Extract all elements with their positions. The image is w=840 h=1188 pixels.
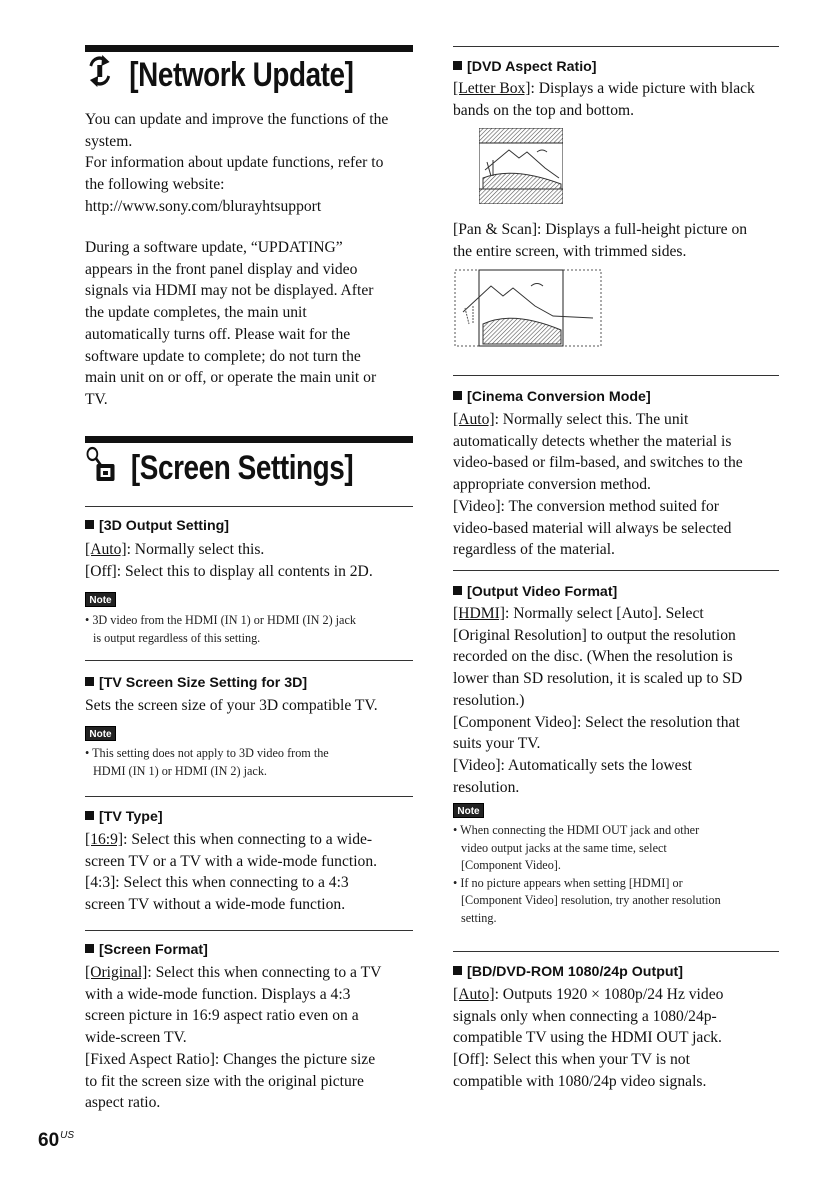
support-url: http://www.sony.com/blurayhtsupport xyxy=(85,197,322,215)
note-line: video output jacks at the same time, select xyxy=(461,840,667,855)
dvd-aspect-letterbox xyxy=(453,78,755,121)
text-line: with a wide-mode function. Displays a 4:3 xyxy=(85,985,351,1003)
text-line: recorded on the disc. (When the resolution is xyxy=(453,648,733,666)
heading-cinema-conversion-mode: [Cinema Conversion Mode] xyxy=(453,389,651,405)
note-line: • If no picture appears when setting [HDMI] or xyxy=(453,875,683,890)
text-line: resolution. xyxy=(453,778,520,796)
note-line: • This setting does not apply to 3D video from the xyxy=(85,746,329,760)
page-region-suffix: US xyxy=(60,1130,75,1141)
option-original: [Original]: Select this when connecting to a TV xyxy=(85,964,382,981)
divider xyxy=(453,46,779,47)
text-line: screen picture in 16:9 aspect ratio even on a xyxy=(85,1007,359,1025)
note-line: is output regardless of this setting. xyxy=(93,630,261,645)
note-output-format xyxy=(453,822,721,927)
option-fixed-aspect-ratio: [Fixed Aspect Ratio]: Changes the picture size xyxy=(85,1050,376,1068)
text-line: automatically detects whether the material is xyxy=(453,432,732,450)
text-line: the following website: xyxy=(85,176,225,194)
option-video: [Video]: The conversion method suited for xyxy=(453,497,719,515)
screen-settings-icon xyxy=(85,444,116,493)
tv-size-description xyxy=(85,695,378,717)
text-line: main unit on or off, or operate the main unit or xyxy=(85,369,377,387)
text-line: TV. xyxy=(85,390,108,408)
pan-scan-illustration xyxy=(453,268,603,353)
screen-settings-title: [Screen Settings] xyxy=(85,444,353,492)
heading-bd-dvd-1080-24p: [BD/DVD-ROM 1080/24p Output] xyxy=(453,964,683,980)
bullet-square xyxy=(453,966,462,975)
text-line: resolution.) xyxy=(453,691,525,709)
note-line: • When connecting the HDMI OUT jack and other xyxy=(453,823,700,837)
note-line: HDMI (IN 1) or HDMI (IN 2) jack. xyxy=(93,763,267,778)
text-line: appears in the front panel display and video xyxy=(85,260,358,278)
heading-dvd-aspect-ratio: [DVD Aspect Ratio] xyxy=(453,59,597,75)
divider xyxy=(453,951,779,952)
option-16-9: [16:9]: Select this when connecting to a wide- xyxy=(85,831,373,848)
text-line: Sets the screen size of your 3D compatible TV. xyxy=(85,697,378,714)
network-update-intro xyxy=(85,109,388,218)
divider xyxy=(85,796,413,797)
text-line: video-based or film-based, and switches to the xyxy=(453,454,743,472)
note-line: • 3D video from the HDMI (IN 1) or HDMI (IN 2) jack xyxy=(85,613,356,627)
text-line: the update completes, the main unit xyxy=(85,304,307,322)
note-tv-size xyxy=(85,745,329,780)
text-line: video-based material will always be selected xyxy=(453,519,732,537)
divider xyxy=(453,375,779,376)
option-component-video: [Component Video]: Select the resolution that xyxy=(453,713,740,731)
text-line: aspect ratio. xyxy=(85,1094,161,1112)
text-line: appropriate conversion method. xyxy=(453,476,651,494)
note-badge: Note xyxy=(453,803,484,818)
note-line: [Component Video] resolution, try another resolution xyxy=(461,893,721,907)
tv-type-options xyxy=(85,829,377,916)
text-line: signals only when connecting a 1080/24p- xyxy=(453,1007,717,1025)
note-badge: Note xyxy=(85,726,116,741)
text-line: signals via HDMI may not be displayed. After xyxy=(85,282,374,300)
text-line: wide-screen TV. xyxy=(85,1029,187,1047)
bullet-square xyxy=(85,811,94,820)
network-update-warning xyxy=(85,237,376,411)
option-video: [Video]: Automatically sets the lowest xyxy=(453,756,692,774)
output-format-options xyxy=(453,603,742,798)
heading-tv-screen-size-3d: [TV Screen Size Setting for 3D] xyxy=(85,675,307,691)
text-line: screen TV or a TV with a wide-mode function. xyxy=(85,852,378,870)
note-badge: Note xyxy=(85,592,116,607)
section-rule xyxy=(85,436,413,443)
bullet-square xyxy=(85,677,94,686)
screen-format-options xyxy=(85,962,381,1114)
text-line: software update to complete; do not turn the xyxy=(85,347,361,365)
text-line: lower than SD resolution, it is scaled up to SD xyxy=(453,670,743,688)
option-4-3: [4:3]: Select this when connecting to a 4:3 xyxy=(85,874,349,892)
divider xyxy=(85,506,413,507)
option-off: [Off]: Select this to display all contents in 2D. xyxy=(85,562,373,580)
option-auto: [Auto]: Outputs 1920 × 1080p/24 Hz video xyxy=(453,986,724,1003)
letterbox-illustration xyxy=(479,128,563,209)
option-hdmi: [HDMI]: Normally select [Auto]. Select xyxy=(453,605,704,622)
heading-3d-output-setting: [3D Output Setting] xyxy=(85,518,229,534)
divider xyxy=(85,660,413,661)
note-line: setting. xyxy=(461,910,497,925)
divider xyxy=(453,570,779,571)
bullet-square xyxy=(453,586,462,595)
bullet-square xyxy=(85,944,94,953)
option-off: [Off]: Select this when your TV is not xyxy=(453,1051,690,1069)
text-line: bands on the top and bottom. xyxy=(453,101,635,119)
text-line: [Original Resolution] to output the resolution xyxy=(453,626,736,644)
option-letter-box: [Letter Box]: Displays a wide picture with black xyxy=(453,80,755,97)
text-line: regardless of the material. xyxy=(453,541,615,559)
heading-output-video-format: [Output Video Format] xyxy=(453,584,617,600)
text-line: compatible TV using the HDMI OUT jack. xyxy=(453,1029,722,1047)
text-line: You can update and improve the functions of the xyxy=(85,111,389,128)
text-line: During a software update, “UPDATING” xyxy=(85,239,343,256)
bullet-square xyxy=(85,520,94,529)
page-number: $60^{US}$ xyxy=(38,1130,75,1151)
note-3d-output xyxy=(85,612,356,647)
network-update-title: [Network Update] xyxy=(85,53,354,97)
option-auto: [Auto]: Normally select this. The unit xyxy=(453,411,689,428)
text-line: system. xyxy=(85,132,133,150)
bullet-square xyxy=(453,391,462,400)
text-line: suits your TV. xyxy=(453,735,541,753)
note-line: [Component Video]. xyxy=(461,858,561,872)
option-auto: [Auto]: Normally select this. xyxy=(85,541,265,558)
3d-output-options xyxy=(85,539,373,582)
text-line: compatible with 1080/24p video signals. xyxy=(453,1072,707,1090)
heading-screen-format: [Screen Format] xyxy=(85,942,208,958)
bd-1080-options xyxy=(453,984,723,1093)
section-rule xyxy=(85,45,413,52)
divider xyxy=(85,930,413,931)
text-line: screen TV without a wide-mode function. xyxy=(85,896,346,914)
heading-tv-type: [TV Type] xyxy=(85,809,163,825)
text-line: to fit the screen size with the original picture xyxy=(85,1072,364,1090)
text-line: automatically turns off. Please wait for the xyxy=(85,325,351,343)
bullet-square xyxy=(453,61,462,70)
text-line: For information about update functions, refer to xyxy=(85,154,384,172)
cinema-options xyxy=(453,409,743,561)
update-arrows-icon xyxy=(85,52,115,99)
dvd-aspect-pan-scan xyxy=(453,219,747,262)
option-pan-scan: [Pan & Scan]: Displays a full-height picture on xyxy=(453,221,748,238)
text-line: the entire screen, with trimmed sides. xyxy=(453,242,687,260)
